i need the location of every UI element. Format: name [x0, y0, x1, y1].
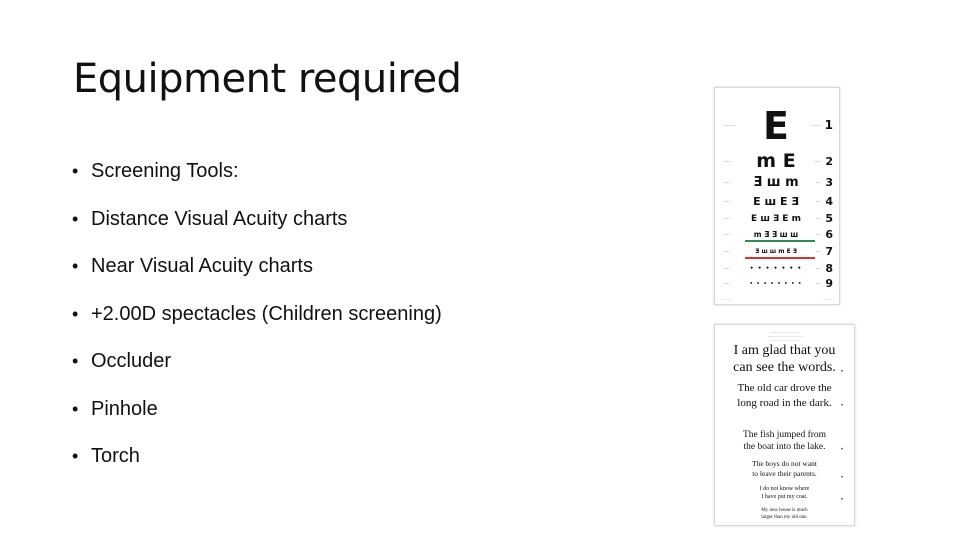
chart-line-number: 2	[825, 155, 833, 168]
chart-size-mark: .......	[811, 122, 821, 128]
bullet-item	[72, 441, 442, 489]
chart-line-number: 8	[825, 262, 833, 275]
chart-size-mark: .........	[723, 122, 736, 128]
bullet-dot-icon: •	[72, 398, 79, 419]
chart-size-mark: ....	[815, 231, 821, 237]
bullet-text: Distance Visual Acuity charts	[91, 207, 348, 230]
chart-size-mark: ....	[815, 179, 821, 185]
bullet-dot-icon: •	[72, 256, 79, 276]
chart-footer-mark: ............	[823, 297, 835, 301]
card-text-line: The old car drove the	[737, 382, 832, 394]
bullet-text: Near Visual Acuity charts	[91, 255, 313, 277]
chart-row	[715, 193, 839, 211]
bullet-text: Screening Tools:	[91, 160, 239, 182]
red-reference-line	[745, 257, 815, 259]
chart-size-mark: ......	[723, 158, 732, 164]
chart-row	[715, 275, 839, 293]
chart-optotypes: • • • • • • • •	[749, 281, 803, 287]
chart-size-mark: ....	[815, 280, 821, 286]
green-reference-line	[745, 240, 815, 242]
bullet-item	[72, 394, 442, 442]
card-text-line: I do not know where	[759, 486, 810, 492]
chart-size-mark: .....	[723, 280, 730, 286]
card-text-line: to leave their parents.	[752, 469, 817, 478]
card-size-mark: •	[840, 403, 843, 409]
chart-line-number: 1	[824, 118, 833, 132]
chart-line-number: 3	[825, 176, 833, 189]
bullet-text: Pinhole	[91, 397, 158, 420]
snellen-chart-image	[714, 87, 840, 305]
card-text-line: I am glad that you	[733, 343, 836, 358]
chart-line-number: 5	[825, 212, 833, 225]
chart-size-mark: ....	[815, 198, 821, 204]
card-text-line: long road in the dark.	[737, 397, 832, 409]
card-text-line: the boat into the lake.	[743, 442, 826, 452]
card-size-mark: •	[840, 475, 843, 481]
bullet-item	[72, 251, 442, 299]
near-reading-card-image	[714, 324, 855, 526]
card-text-line: The boys do not want	[752, 459, 817, 468]
chart-optotypes: Ǝ ш m	[753, 175, 799, 190]
card-size-mark: •	[840, 497, 843, 503]
bullet-dot-icon: •	[72, 303, 79, 324]
bullet-text: Occluder	[91, 350, 172, 372]
chart-footer-mark: ..............	[719, 297, 733, 301]
chart-size-mark: .....	[723, 179, 730, 185]
chart-row	[715, 150, 839, 172]
slide-title: Equipment required	[73, 56, 462, 102]
chart-optotypes: m E	[756, 150, 796, 172]
chart-size-mark: ....	[815, 248, 821, 254]
card-text-line: My new house is much	[761, 508, 808, 513]
bullet-item	[72, 204, 442, 252]
chart-optotypes: Ǝ ш ш m E Ǝ	[755, 248, 797, 255]
chart-size-mark: .....	[723, 265, 730, 271]
card-size-mark: •	[840, 447, 843, 453]
card-size-mark: •	[840, 369, 843, 375]
bullet-text: +2.00D spectacles (Children screening)	[91, 302, 442, 325]
chart-line-number: 4	[825, 195, 833, 208]
bullet-item	[72, 299, 442, 347]
chart-size-mark: .....	[723, 248, 730, 254]
chart-line-number: 9	[825, 277, 833, 290]
card-header-mark: .............................. .................................... ..............................	[767, 330, 803, 342]
chart-row	[715, 106, 839, 146]
card-text-line: The fish jumped from	[742, 430, 827, 440]
bullet-dot-icon: •	[72, 446, 79, 466]
chart-size-mark: .....	[723, 231, 730, 237]
chart-optotypes: E ш Ǝ E m	[751, 214, 801, 224]
card-text-line: I have put my coat.	[761, 494, 808, 500]
bullet-item	[72, 346, 442, 394]
bullet-dot-icon: •	[72, 351, 79, 371]
chart-line-number: 6	[825, 228, 833, 241]
chart-size-mark: .....	[723, 198, 730, 204]
chart-size-mark: ....	[815, 265, 821, 271]
chart-size-mark: .....	[814, 158, 821, 164]
chart-optotypes: • • • • • • •	[749, 265, 803, 272]
card-text-line: can see the words.	[733, 360, 836, 375]
chart-optotypes: m Ǝ Ǝ ш ш	[753, 230, 799, 239]
bullet-item	[72, 156, 442, 204]
chart-optotypes: E ш E Ǝ	[753, 195, 799, 208]
chart-size-mark: .....	[723, 215, 730, 221]
bullet-dot-icon: •	[72, 208, 79, 229]
chart-row	[715, 174, 839, 192]
bullet-text: Torch	[91, 445, 140, 467]
chart-optotypes: E	[763, 104, 789, 148]
bullet-list	[72, 156, 442, 489]
chart-size-mark: ....	[815, 215, 821, 221]
bullet-dot-icon: •	[72, 161, 79, 181]
card-text-line: larger than my old one.	[761, 515, 808, 520]
chart-line-number: 7	[825, 245, 833, 258]
